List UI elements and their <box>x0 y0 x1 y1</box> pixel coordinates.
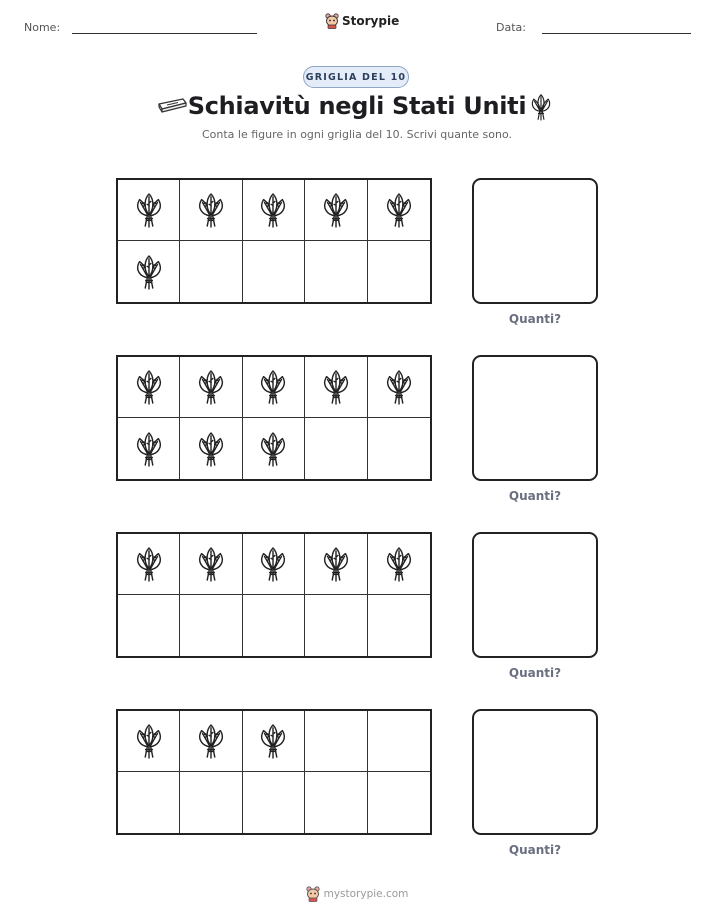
worksheet-type-badge: GRIGLIA DEL 10 <box>303 66 409 88</box>
instructions: Conta le figure in ogni griglia del 10. Scrivi quante sono. <box>201 128 512 141</box>
herb-bundle-icon <box>194 721 228 761</box>
herb-bundle-icon <box>194 429 228 469</box>
ten-frame-cell-filled <box>368 357 430 418</box>
brand-logo <box>325 13 399 29</box>
storypie-mascot-icon <box>325 13 339 29</box>
ten-frame-cell-empty <box>368 711 430 772</box>
ten-frame-cell-filled <box>180 418 242 479</box>
ten-frame-cell-filled <box>118 711 180 772</box>
ten-frame-cell-filled <box>118 357 180 418</box>
herb-bundle-icon <box>319 190 353 230</box>
herb-bundle-icon <box>132 367 166 407</box>
brand-name: Storypie <box>342 14 400 28</box>
herb-bundle-icon <box>132 544 166 584</box>
ten-frame-cell-empty <box>243 241 305 302</box>
herb-bundle-icon <box>194 367 228 407</box>
name-label: Nome: <box>24 21 61 34</box>
ten-frame <box>116 178 432 304</box>
ten-frame-cell-empty <box>243 595 305 656</box>
ten-frame-cell-filled <box>180 357 242 418</box>
herb-bundle-icon <box>382 367 416 407</box>
ten-frame-cell-filled <box>180 711 242 772</box>
answer-box[interactable] <box>472 355 598 481</box>
page-title: Schiavitù negli Stati Uniti <box>187 92 527 120</box>
footer-url: mystorypie.com <box>323 888 409 900</box>
herb-bundle-icon <box>132 429 166 469</box>
ten-frame-cell-filled <box>243 418 305 479</box>
ten-frame-cell-empty <box>368 772 430 833</box>
ten-frame-cell-filled <box>305 357 367 418</box>
ten-frame-cell-empty <box>305 595 367 656</box>
herb-bundle-icon <box>132 252 166 292</box>
herb-bundle-icon <box>528 92 554 122</box>
answer-prompt: Quanti? <box>508 843 562 857</box>
ten-frame-cell-empty <box>368 241 430 302</box>
ten-frame-cell-empty <box>368 418 430 479</box>
ten-frame-cell-filled <box>368 534 430 595</box>
date-label: Data: <box>496 21 526 34</box>
name-line[interactable] <box>72 33 257 34</box>
ten-frame-cell-empty <box>118 772 180 833</box>
answer-box[interactable] <box>472 178 598 304</box>
herb-bundle-icon <box>319 544 353 584</box>
ten-frame-cell-filled <box>243 711 305 772</box>
ten-frame-cell-empty <box>305 772 367 833</box>
ten-frame-cell-filled <box>368 180 430 241</box>
ten-frame <box>116 709 432 835</box>
herb-bundle-icon <box>256 190 290 230</box>
ten-frame-cell-empty <box>180 595 242 656</box>
ten-frame-cell-empty <box>305 711 367 772</box>
ten-frame-cell-filled <box>118 241 180 302</box>
ten-frame-cell-empty <box>180 241 242 302</box>
ten-frame-cell-filled <box>118 180 180 241</box>
ten-frame-cell-filled <box>180 534 242 595</box>
ten-frame-cell-empty <box>305 241 367 302</box>
ten-frame-cell-filled <box>180 180 242 241</box>
ten-frame-cell-empty <box>180 772 242 833</box>
answer-prompt: Quanti? <box>508 489 562 503</box>
ten-frame-cell-filled <box>243 534 305 595</box>
ten-frame-cell-empty <box>118 595 180 656</box>
herb-bundle-icon <box>256 367 290 407</box>
ten-frame-cell-filled <box>243 180 305 241</box>
herb-bundle-icon <box>132 190 166 230</box>
ten-frame <box>116 532 432 658</box>
ten-frame-cell-empty <box>368 595 430 656</box>
ten-frame-cell-filled <box>118 534 180 595</box>
ten-frame-cell-filled <box>118 418 180 479</box>
answer-box[interactable] <box>472 532 598 658</box>
herb-bundle-icon <box>256 429 290 469</box>
herb-bundle-icon <box>194 544 228 584</box>
answer-prompt: Quanti? <box>508 312 562 326</box>
herb-bundle-icon <box>319 367 353 407</box>
ten-frame-cell-filled <box>243 357 305 418</box>
answer-box[interactable] <box>472 709 598 835</box>
herb-bundle-icon <box>256 544 290 584</box>
ten-frame-cell-empty <box>243 772 305 833</box>
footer <box>0 886 714 902</box>
herb-bundle-icon <box>382 544 416 584</box>
herb-bundle-icon <box>132 721 166 761</box>
herb-bundle-icon <box>382 190 416 230</box>
herb-bundle-icon <box>256 721 290 761</box>
ten-frame-cell-filled <box>305 180 367 241</box>
ten-frame-cell-filled <box>305 534 367 595</box>
ten-frame-cell-empty <box>305 418 367 479</box>
herb-bundle-icon <box>194 190 228 230</box>
answer-prompt: Quanti? <box>508 666 562 680</box>
date-line[interactable] <box>542 33 691 34</box>
ten-frame <box>116 355 432 481</box>
storypie-mascot-icon <box>306 886 320 902</box>
